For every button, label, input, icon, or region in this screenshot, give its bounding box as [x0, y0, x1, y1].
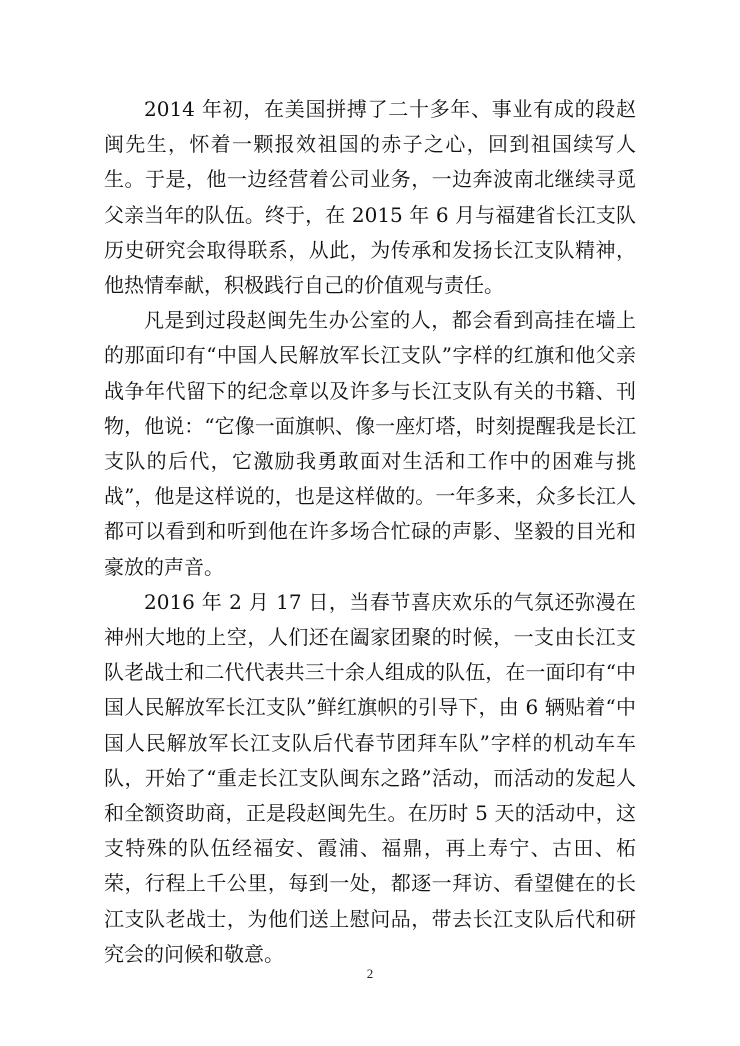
page-number: 2 — [366, 966, 374, 981]
paragraph-2: 凡是到过段赵闽先生办公室的人，都会看到高挂在墙上的那面印有“中国人民解放军长江支队”字样的红旗和他父亲战争年代留下的纪念章以及许多与长江支队有关的书籍、刊物，他说：“它像一面旗帜、像一座灯塔，时刻提醒我是长江支队的后代，它激励我勇敢面对生活和工作中的困难与挑战”，他是这样说的，也是这样做的。一年多来，众多长江人都可以看到和听到他在许多场合忙碌的声影、坚毅的目光和豪放的声音。 — [104, 308, 636, 579]
document-body — [104, 92, 636, 972]
paragraph-3: 2016 年 2 月 17 日，当春节喜庆欢乐的气氛还弥漫在神州大地的上空，人们还在阖家团聚的时候，一支由长江支队老战士和二代代表共三十余人组成的队伍，在一面印有“中国人民解放军长江支队”鲜红旗帜的引导下，由 6 辆贴着“中国人民解放军长江支队后代春节团拜车队”字样的机动车车队，开始了“重走长江支队闽东之路”活动，而活动的发起人和全额资助商，正是段赵闽先生。在历时 5 天的活动中，这支特殊的队伍经福安、霞浦、福鼎，再上寿宁、古田、柘荣，行程上千公里，每到一处，都逐一拜访、看望健在的长江支队老战士，为他们送上慰问品，带去长江支队后代和研究会的问候和敬意。 — [104, 589, 636, 966]
paragraph-1: 2014 年初，在美国拼搏了二十多年、事业有成的段赵闽先生，怀着一颗报效祖国的赤子之心，回到祖国续写人生。于是，他一边经营着公司业务，一边奔波南北继续寻觅父亲当年的队伍。终于，在 2015 年 6 月与福建省长江支队历史研究会取得联系，从此，为传承和发扬长江支队精神，他热情奉献，积极践行自己的价值观与责任。 — [104, 97, 636, 298]
